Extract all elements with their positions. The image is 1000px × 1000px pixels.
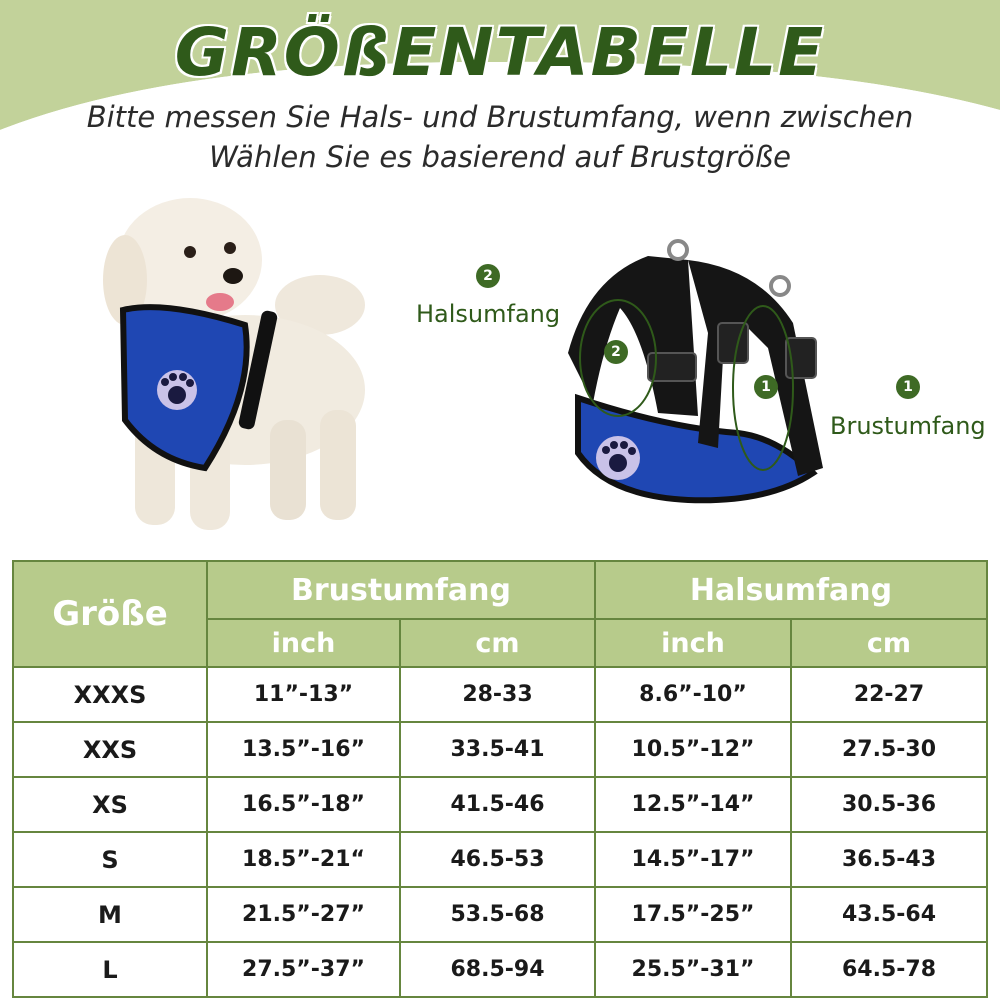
table-row (13, 942, 987, 997)
harness-diagram (548, 238, 828, 513)
unit-header-chest-inch: inch (207, 619, 400, 667)
page-title: GRÖßENTABELLE (174, 14, 826, 91)
chest-inch-cell: 13.5”-16” (207, 722, 400, 777)
chest-cm-cell: 41.5-46 (400, 777, 595, 832)
unit-header-neck-cm: cm (791, 619, 987, 667)
neck-cm-cell: 43.5-64 (791, 887, 987, 942)
neck-cm-cell: 36.5-43 (791, 832, 987, 887)
size-cell: L (13, 942, 207, 997)
chest-cm-cell: 28-33 (400, 667, 595, 722)
size-table (12, 560, 988, 998)
neck-inch-cell: 25.5”-31” (595, 942, 791, 997)
table-row (13, 667, 987, 722)
neck-cm-cell: 22-27 (791, 667, 987, 722)
chest-inch-cell: 18.5”-21“ (207, 832, 400, 887)
table-row (13, 777, 987, 832)
table-row (13, 722, 987, 777)
chest-inch-cell: 27.5”-37” (207, 942, 400, 997)
chest-marker-badge: 1 (896, 375, 920, 399)
size-cell: S (13, 832, 207, 887)
chest-cm-cell: 68.5-94 (400, 942, 595, 997)
size-cell: XXXS (13, 667, 207, 722)
unit-header-neck-inch: inch (595, 619, 791, 667)
chest-inch-cell: 16.5”-18” (207, 777, 400, 832)
neck-group-header: Halsumfang (595, 561, 987, 619)
table-row (13, 832, 987, 887)
subtitle-line-2: Wählen Sie es basierend auf Brustgröße (209, 140, 791, 174)
unit-header-chest-cm: cm (400, 619, 595, 667)
neck-cm-cell: 27.5-30 (791, 722, 987, 777)
neck-measure-label: Halsumfang (416, 300, 561, 328)
chest-inch-cell: 21.5”-27” (207, 887, 400, 942)
neck-inch-cell: 8.6”-10” (595, 667, 791, 722)
chest-measure-label: Brustumfang (830, 412, 986, 440)
chest-group-header: Brustumfang (207, 561, 595, 619)
neck-cm-cell: 30.5-36 (791, 777, 987, 832)
dog-photo (95, 190, 385, 540)
size-cell: XXS (13, 722, 207, 777)
size-cell: M (13, 887, 207, 942)
chest-cm-cell: 33.5-41 (400, 722, 595, 777)
neck-inch-cell: 17.5”-25” (595, 887, 791, 942)
neck-marker-badge-inner: 2 (604, 340, 628, 364)
neck-marker-badge: 2 (476, 264, 500, 288)
neck-inch-cell: 12.5”-14” (595, 777, 791, 832)
size-cell: XS (13, 777, 207, 832)
chest-cm-cell: 53.5-68 (400, 887, 595, 942)
size-column-header: Größe (13, 561, 207, 667)
neck-inch-cell: 14.5”-17” (595, 832, 791, 887)
neck-cm-cell: 64.5-78 (791, 942, 987, 997)
chest-inch-cell: 11”-13” (207, 667, 400, 722)
table-row (13, 887, 987, 942)
chest-marker-badge-inner: 1 (754, 375, 778, 399)
neck-inch-cell: 10.5”-12” (595, 722, 791, 777)
subtitle-line-1: Bitte messen Sie Hals- und Brustumfang, wenn zwischen (86, 100, 914, 134)
chest-cm-cell: 46.5-53 (400, 832, 595, 887)
